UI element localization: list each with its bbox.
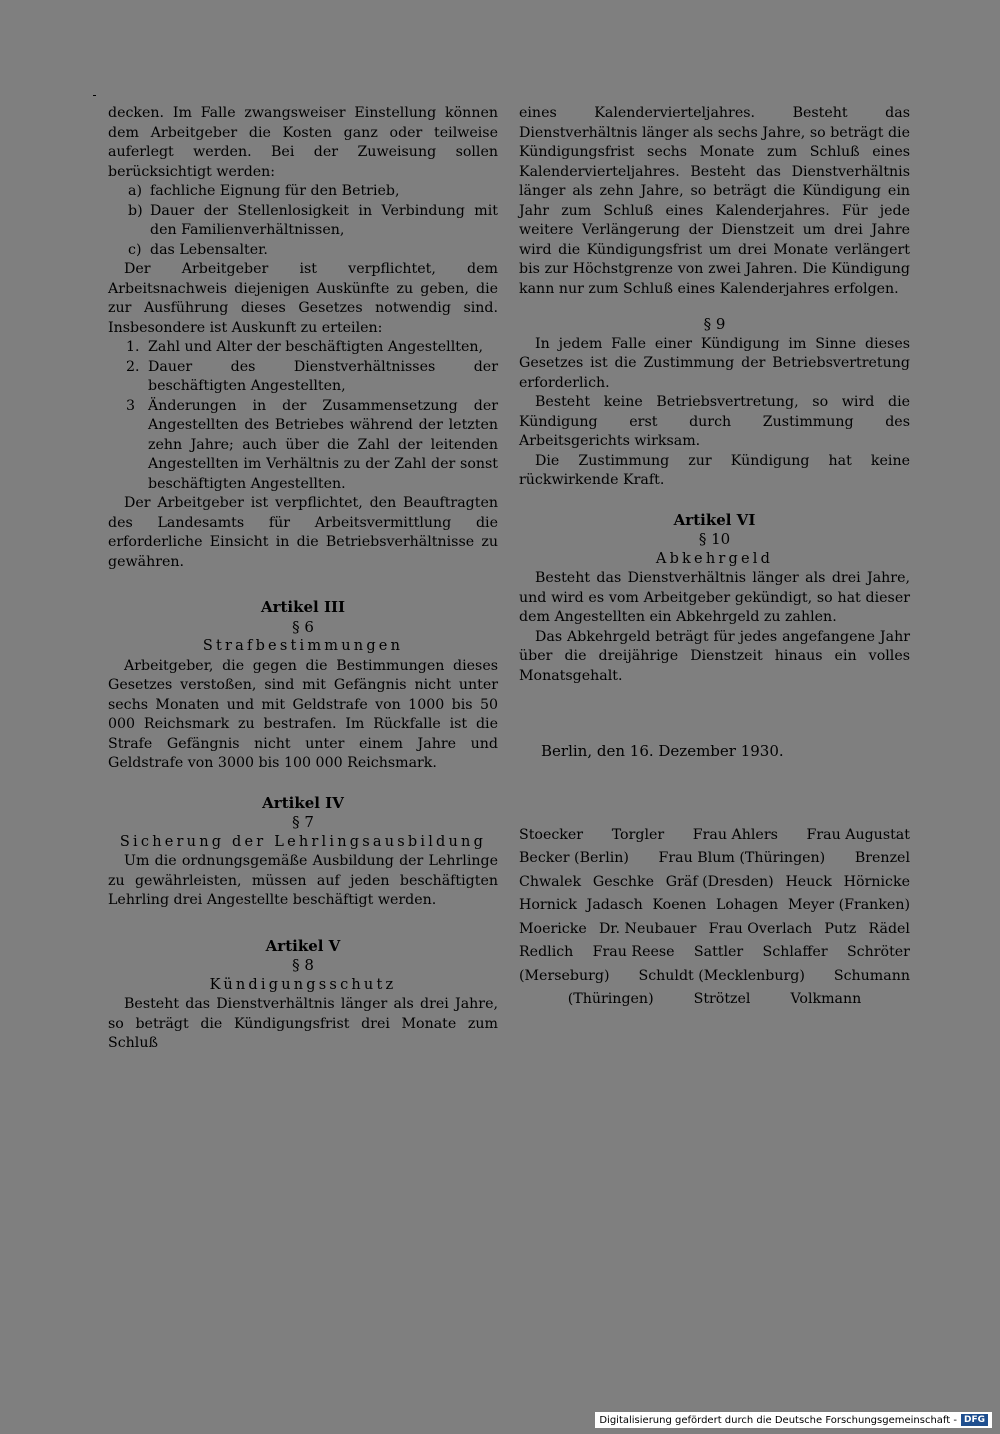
paragraph: In jedem Falle einer Kündigung im Sinne dieses Gesetzes ist die Zustimmung der Betriebsvertretung erforderlich. [519, 335, 910, 391]
article-heading: Artikel V [265, 936, 341, 955]
signer-name: Becker (Berlin) [519, 850, 629, 866]
signer-name: Sattler [693, 944, 744, 960]
section-title: Strafbestimmungen [202, 638, 404, 654]
footer-credit [595, 1412, 992, 1428]
signer-name: Hornick [519, 897, 577, 913]
signer-name: Frau Augustat [806, 826, 910, 843]
section-number: § 7 [292, 813, 314, 831]
paragraph: Um die ordnungsgemäße Ausbildung der Lehrlinge zu gewährleisten, müssen auf jeden beschäftigten Lehrling drei Angestellte beschäftigt werden. [108, 853, 498, 908]
signer-name: Meyer (Franken) [787, 897, 910, 913]
signer-row [519, 941, 910, 965]
section-title: Sicherung der Lehrlingsausbildung [119, 833, 487, 850]
list-item-label: 2. [126, 358, 140, 375]
list-item-label: a) [128, 183, 142, 199]
signer-name: Strötzel [693, 991, 751, 1007]
signer-name: Hörnicke [843, 873, 910, 890]
signer-name: Redlich [519, 944, 574, 960]
article-heading: Artikel IV [262, 793, 344, 812]
section-number: § 9 [703, 315, 726, 333]
section-number: § 10 [698, 530, 731, 548]
signer-name: Torgler [611, 826, 665, 843]
footer-text: Digitalisierung gefördert durch die Deutsche Forschungsgemeinschaft - [599, 1414, 957, 1426]
paragraph: Besteht das Dienstverhältnis länger als drei Jahre, und wird es vom Arbeitgeber gekündigt, so hat dieser dem Angestellten ein Abkehrgeld zu zahlen. [519, 570, 910, 625]
list-item [108, 202, 498, 241]
signer-name: Dr. Neubauer [598, 920, 697, 937]
list-item-label: 1. [126, 339, 140, 355]
section-title: Abkehrgeld [655, 550, 774, 567]
signer-name: Frau Reese [592, 944, 675, 960]
signer-name: Schumann [833, 967, 910, 984]
signer-name: Brenzel [854, 850, 910, 866]
signer-name: Lohagen [716, 897, 779, 913]
paragraph: Die Zustimmung zur Kündigung hat keine rückwirkende Kraft. [519, 452, 910, 488]
signer-name: Volkmann [790, 991, 862, 1007]
section-number: § 8 [292, 956, 314, 974]
signer-name: Schuldt (Mecklenburg) [638, 967, 805, 984]
paragraph: decken. Im Falle zwangsweiser Einstellung können dem Arbeitgeber die Kosten ganz oder teilweise auferlegt werden. Bei der Zuweisung sollen berücksichtigt werden: [108, 105, 498, 180]
list-item-label: 3 [126, 397, 136, 414]
paragraph: Das Abkehrgeld beträgt für jedes angefangene Jahr über die dreijährige Dienstzeit hinaus ein volles Monatsgehalt. [519, 628, 910, 684]
signer-name: Gräf (Dresden) [665, 873, 774, 890]
list-item [108, 182, 498, 202]
signer-row [519, 871, 910, 895]
signer-row [519, 918, 910, 942]
signer-name: Putz [824, 920, 857, 937]
list-item [108, 241, 498, 261]
section-title: Kündigungsschutz [209, 976, 397, 993]
signer-row [519, 988, 910, 1012]
signer-name: (Thüringen) [567, 991, 654, 1007]
signer-name: Schlaffer [762, 944, 828, 960]
list-item-text: das Lebensalter. [150, 241, 268, 258]
article-heading: Artikel VI [673, 510, 756, 529]
list-item-label: c) [128, 241, 142, 258]
paragraph: Der Arbeitgeber ist verpflichtet, den Beauftragten des Landesamts für Arbeitsvermittlung die erforderliche Einsicht in die Betriebsverhältnisse zu gewähren. [108, 495, 498, 570]
signer-name: Frau Overlach [708, 920, 813, 937]
signer-row [519, 894, 910, 918]
signer-name: Frau Ahlers [692, 826, 778, 843]
signer-name: Rädel [868, 920, 910, 937]
signer-name: Chwalek [519, 873, 582, 890]
left-column [108, 104, 498, 1054]
list-item-text: fachliche Eignung für den Betrieb, [150, 183, 400, 199]
signer-name: Schröter [846, 944, 910, 960]
signer-name: Geschke [592, 873, 655, 890]
list-a [108, 182, 498, 260]
paragraph: Der Arbeitgeber ist verpflichtet, dem Arbeitsnachweis diejenigen Auskünfte zu geben, die zur Ausführung dieses Gesetzes notwendig sind. Insbesondere ist Auskunft zu erteilen: [108, 261, 498, 336]
signer-name: Heuck [785, 873, 832, 890]
signer-name: Koenen [652, 897, 707, 913]
scan-speck [93, 95, 96, 96]
list-item-text: Dauer des Dienstverhältnisses der beschäftigten Angestellten, [148, 358, 498, 394]
signer-row [519, 965, 910, 989]
paragraph: Arbeitgeber, die gegen die Bestimmungen dieses Gesetzes verstoßen, sind mit Gefängnis nicht unter sechs Monaten und mit Geldstrafe von 1000 bis 50 000 Reichsmark zu bestrafen. Im Rückfalle ist die Strafe Gefängnis nicht unter einem Jahre und Geldstrafe von 3000 bis 100 000 Reichsmark. [108, 657, 498, 771]
list-item-text: Dauer der Stellenlosigkeit in Verbindung mit den Familienverhältnissen, [150, 202, 498, 238]
article-heading: Artikel III [260, 598, 346, 616]
paragraph: Besteht das Dienstverhältnis länger als drei Jahre, so beträgt die Kündigungsfrist drei Monate zum Schluß [108, 996, 498, 1051]
signer-name: Stoecker [519, 826, 584, 843]
list-item-text: Änderungen in der Zusammensetzung der Angestellten des Betriebes während der letzten zehn Jahre; auch über die Zahl der leitenden Angestellten im Verhältnis zu der Zahl der sonst beschäftigten Angestellten. [148, 397, 498, 492]
date-line: Berlin, den 16. Dezember 1930. [541, 742, 784, 760]
section-number: § 6 [292, 617, 314, 636]
signer-row [519, 824, 910, 848]
dfg-logo: DFG [961, 1414, 988, 1426]
list-item [108, 338, 498, 358]
list-item [108, 397, 498, 495]
signer-name: Frau Blum (Thüringen) [658, 850, 826, 866]
signer-row [519, 847, 910, 871]
signer-name: Jadasch [586, 897, 643, 913]
list-item-label: b) [128, 202, 143, 219]
paragraph: eines Kalendervierteljahres. Besteht das Dienstverhältnis länger als sechs Jahre, so beträgt die Kündigungsfrist sechs Monate zum Schluß eines Kalendervierteljahres. Besteht das Dienstverhältnis länger als zehn Jahre, so beträgt die Kündigung ein Jahr zum Schluß eines Kalenderjahres. Für jede weitere Verlängerung der Dienstzeit um drei Jahre wird die Kündigungsfrist um drei Monate verlängert bis zur Höchstgrenze von zwei Jahren. Die Kündigung kann nur zum Schluß eines Kalenderjahres erfolgen. [519, 105, 910, 297]
right-column [519, 104, 910, 1012]
signer-name: (Merseburg) [519, 967, 610, 984]
list-item [108, 358, 498, 397]
signatories [519, 824, 910, 1012]
list-item-text: Zahl und Alter der beschäftigten Angestellten, [148, 339, 483, 355]
signer-name: Moericke [519, 920, 587, 937]
list-numbered [108, 338, 498, 494]
paragraph: Besteht keine Betriebsvertretung, so wird die Kündigung erst durch Zustimmung des Arbeitsgerichts wirksam. [519, 394, 910, 449]
